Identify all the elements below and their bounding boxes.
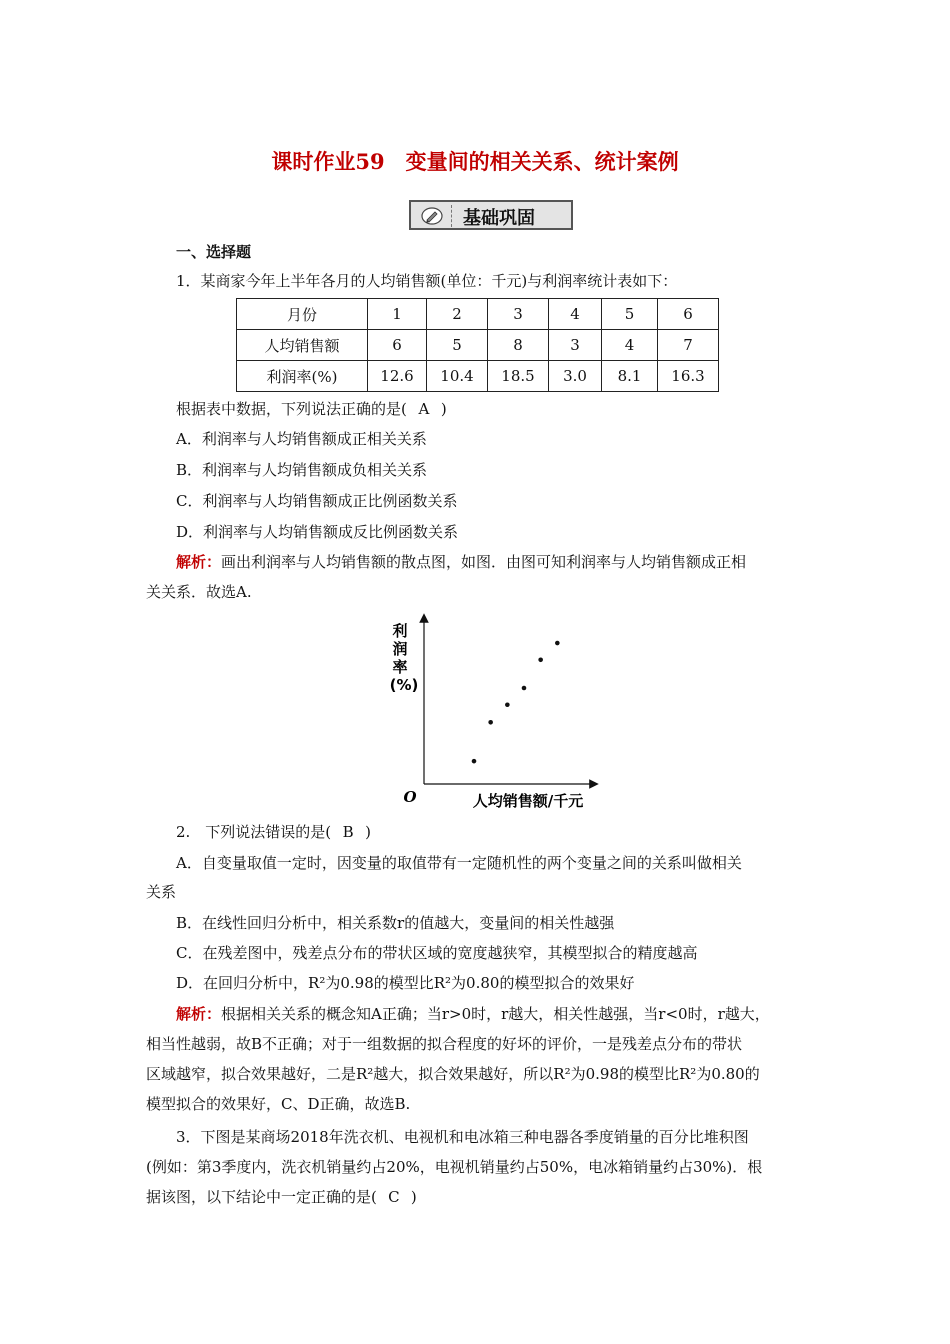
scatter-point [522,686,527,691]
scatter-point [488,720,493,725]
prompt-text: 根据表中数据，下列说法正确的是( [176,400,407,418]
x-axis-label: 人均销售额/千元 [472,792,584,810]
table-row [237,330,719,361]
table-cell: 6 [368,330,427,361]
scatter-point [555,641,560,646]
y-axis-label: 润 [392,640,408,658]
section-badge [409,200,573,230]
analysis-label: 解析： [176,553,222,571]
q2-analysis [176,1003,770,1024]
q2-stem [176,821,371,842]
q3-stem-cont: (例如：第3季度内，洗衣机销量约占20%，电视机销量约占50%，电冰箱销量约占30%)．根 [146,1158,763,1176]
table-row [237,299,719,330]
scatter-points [472,641,560,764]
table-cell: 5 [602,299,658,330]
table-cell: 人均销售额 [237,330,368,361]
q1-analysis-cont: 关关系．故选A. [146,583,252,601]
q1-option-d: D．利润率与人均销售额成反比例函数关系 [176,523,459,541]
q1-option-c: C．利润率与人均销售额成正比例函数关系 [176,492,458,510]
q2-analysis-cont: 区域越窄，拟合效果越好，二是R²越大，拟合效果越好，所以R²为0.98的模型比R²为0.80的 [146,1065,760,1083]
q1-option-b: B．利润率与人均销售额成负相关关系 [176,461,428,479]
scatter-point [538,658,543,663]
q2-analysis-cont: 模型拟合的效果好，C、D正确，故选B. [146,1095,411,1113]
q3-stem: 3．下图是某商场2018年洗衣机、电视机和电冰箱三种电器各季度销量的百分比堆积图 [176,1128,749,1146]
table-cell: 8.1 [602,361,658,392]
y-axis-label: 利 [392,622,408,640]
q2-option-d: D．在回归分析中，R²为0.98的模型比R²为0.80的模型拟合的效果好 [176,974,635,992]
section-heading: 一、选择题 [176,243,252,261]
q1-table [236,298,719,392]
q2-option-c: C．在残差图中，残差点分布的带状区域的宽度越狭窄，其模型拟合的精度越高 [176,944,698,962]
analysis-text: 画出利润率与人均销售额的散点图，如图．由图可知利润率与人均销售额成正相 [221,553,747,571]
q2-answer: B [342,823,354,841]
table-cell: 7 [658,330,719,361]
prompt-text: ) [365,823,372,841]
page-title: 课时作业59 变量间的相关关系、统计案例 [271,149,679,174]
table-cell: 4 [549,299,602,330]
q1-stem: 1．某商家今年上半年各月的人均销售额(单位：千元)与利润率统计表如下： [176,272,678,290]
table-cell: 3 [488,299,549,330]
q1-option-a: A．利润率与人均销售额成正相关关系 [176,430,427,448]
badge-divider [451,205,453,227]
q2-option-a: A．自变量取值一定时，因变量的取值带有一定随机性的两个变量之间的关系叫做相关 [176,854,742,872]
analysis-label: 解析： [176,1005,222,1023]
table-row [237,361,719,392]
prompt-text: ) [440,400,447,418]
table-cell: 6 [658,299,719,330]
prompt-text: 2. 下列说法错误的是( [176,823,332,841]
table-cell: 3.0 [549,361,602,392]
scatter-point [472,759,477,764]
scatter-point [505,702,510,707]
q1-analysis [176,551,746,572]
analysis-text: 根据相关关系的概念知A正确；当r>0时，r越大，相关性越强，当r<0时，r越大， [221,1005,770,1023]
table-cell: 2 [427,299,488,330]
table-cell: 3 [549,330,602,361]
q2-option-b: B．在线性回归分析中，相关系数r的值越大，变量间的相关性越强 [176,914,615,932]
q1-answer: A [418,400,430,418]
badge-label: 基础巩固 [463,208,535,229]
q3-answer: C [388,1188,400,1206]
origin-label: O [403,788,417,806]
table-cell: 10.4 [427,361,488,392]
pencil-icon [421,207,443,225]
table-cell: 利润率(%) [237,361,368,392]
table-cell: 1 [368,299,427,330]
table-cell: 5 [427,330,488,361]
table-cell: 12.6 [368,361,427,392]
table-cell: 16.3 [658,361,719,392]
y-axis-label: (%) [389,676,419,694]
y-axis-label: 率 [392,658,408,676]
q2-analysis-cont: 相当性越弱，故B不正确；对于一组数据的拟合程度的好坏的评价，一是残差点分布的带状 [146,1035,743,1053]
table-cell: 18.5 [488,361,549,392]
q3-prompt [146,1186,417,1207]
q1-prompt [176,398,447,419]
prompt-text: 据该图，以下结论中一定正确的是( [146,1188,377,1206]
table-cell: 月份 [237,299,368,330]
scatter-chart [380,612,610,812]
table-cell: 8 [488,330,549,361]
q2-option-a-cont: 关系 [146,883,177,901]
table-cell: 4 [602,330,658,361]
prompt-text: ) [410,1188,417,1206]
